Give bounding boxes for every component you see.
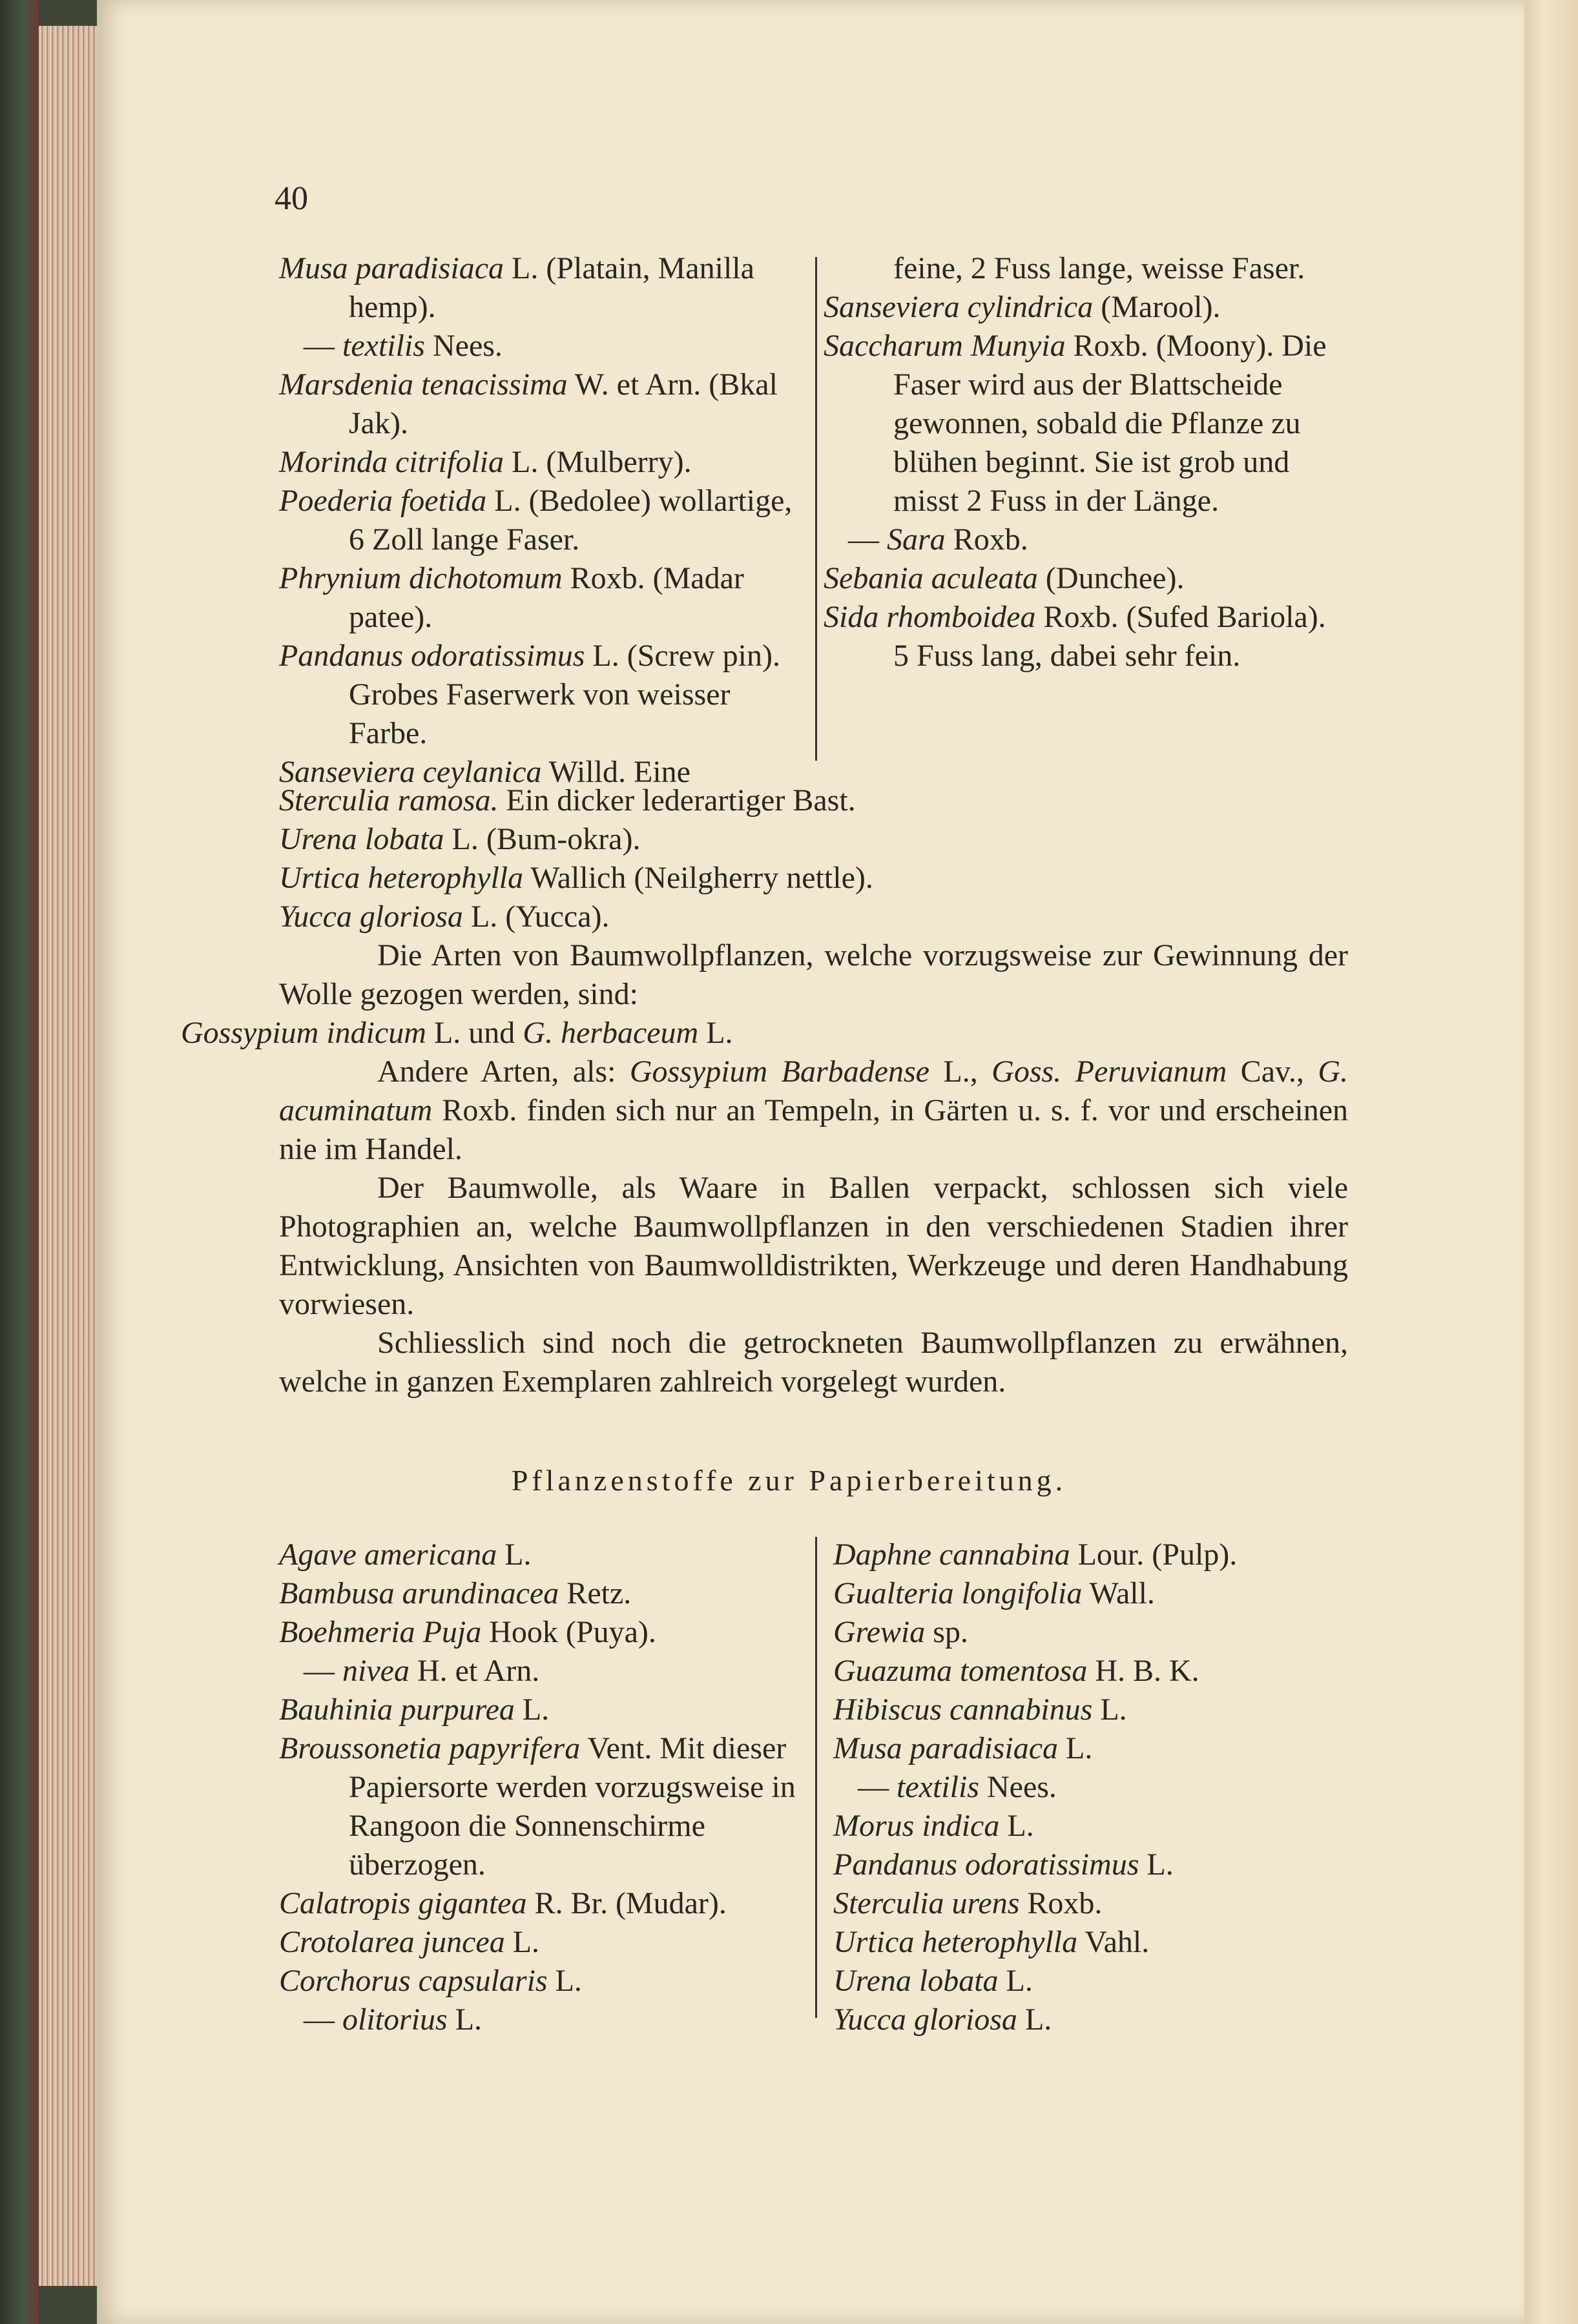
species-entry (824, 598, 1347, 675)
species-name: Urtica heterophylla (279, 861, 524, 895)
species-name: Guazuma tomentosa (833, 1654, 1088, 1688)
species-entry (833, 1691, 1344, 1729)
species-name: nivea (342, 1654, 410, 1688)
species-name: Broussonetia papyrifera (279, 1731, 581, 1765)
species-details: sp. (925, 1615, 968, 1649)
species-details: Nees. (424, 329, 503, 363)
species-details: L. (1139, 1847, 1174, 1882)
species-details: Ein dicker lederartiger Bast. (498, 783, 856, 818)
species-entry (279, 443, 801, 482)
species-entry (279, 327, 801, 365)
species-name: Poederia foetida (279, 484, 487, 518)
species-entry (824, 327, 1347, 520)
page-stack-edge (39, 26, 103, 2286)
species-details: feine, 2 Fuss lange, weisse Faser. (893, 251, 1305, 285)
species-entry (833, 1884, 1344, 1923)
species-details: L. (Bedolee) wollartige, 6 Zoll lange Faser. (349, 484, 793, 557)
species-name: Grewia (833, 1615, 926, 1649)
species-entry (279, 249, 801, 327)
species-name: Sebania aculeata (824, 561, 1038, 595)
species-name: Saccharum Munyia (824, 329, 1066, 363)
book-cover-edge (0, 0, 39, 2324)
species-name: Musa paradisiaca (833, 1731, 1058, 1765)
species-details: L. (Yucca). (462, 900, 610, 934)
species-details: L. (547, 1964, 582, 1998)
species-details: L. (497, 1537, 532, 1572)
species-details: W. et Arn. (Bkal Jak). (349, 367, 778, 440)
species-name: Morinda citrifolia (279, 445, 504, 479)
ditto-dash: — (858, 1770, 897, 1804)
species-name: Urena lobata (833, 1964, 999, 1998)
species-name: Calatropis gigantea (279, 1886, 527, 1920)
species-details: L. (Platain, Manilla hemp). (349, 251, 754, 324)
species-name: Sida rhomboidea (824, 600, 1036, 634)
species-details: Retz. (559, 1576, 632, 1610)
species-entry (279, 2000, 801, 2039)
column-divider-bottom (815, 1537, 817, 2018)
next-page-edge (1520, 0, 1578, 2324)
species-entry (833, 1574, 1344, 1613)
species-details: L. (514, 1692, 550, 1727)
species-name: textilis (342, 329, 425, 363)
species-name: Boehmeria Puja (279, 1615, 482, 1649)
species-list-top-left (279, 249, 801, 792)
species-entry (824, 288, 1347, 327)
species-entry (279, 1962, 801, 2000)
species-entry (833, 1807, 1344, 1846)
ditto-dash: — (304, 2002, 342, 2037)
species-name: Agave americana (279, 1537, 497, 1572)
species-entry (833, 1846, 1344, 1884)
ditto-dash: — (848, 522, 887, 557)
ditto-dash: — (304, 1654, 342, 1688)
species-entry (279, 637, 801, 753)
species-name: Pandanus odoratissimus (279, 639, 585, 673)
species-entry (279, 1923, 801, 1962)
species-name: Bambusa arundinacea (279, 1576, 559, 1610)
species-name: Sterculia ramosa. (279, 783, 499, 818)
species-details: L. (Screw pin). Grobes Faserwerk von weisser Farbe. (349, 639, 780, 750)
species-entry (279, 898, 1348, 936)
species-details: L. (Bum-okra). (444, 822, 641, 856)
species-name: Musa paradisiaca (279, 251, 504, 285)
species-details: Nees. (979, 1770, 1057, 1804)
paragraph-cotton-species: Die Arten von Baumwollpflanzen, welche vorzugsweise zur Gewinnung der Wolle gezogen werden, sind: Gossypium indicum L. und G. herbaceum L. (181, 938, 1348, 1050)
species-name: Yucca gloriosa (833, 2002, 1017, 2037)
species-details: Roxb. (945, 522, 1028, 557)
species-details: L. (447, 2002, 483, 2037)
species-details: (Marool). (1093, 290, 1221, 324)
species-name: Pandanus odoratissimus (833, 1847, 1139, 1882)
ditto-dash: — (304, 329, 342, 363)
species-list-bottom-left (279, 1536, 801, 2039)
species-details: L. (1058, 1731, 1093, 1765)
species-details: Roxb. (Sufed Bariola). 5 Fuss lang, dabei sehr fein. (893, 600, 1326, 673)
species-name: Yucca gloriosa (279, 900, 463, 934)
full-species-list (279, 781, 1348, 936)
species-entry (279, 482, 801, 559)
species-details: L. (999, 1809, 1034, 1843)
species-entry (279, 1652, 801, 1691)
column-divider-top (815, 257, 817, 761)
species-entry (833, 1768, 1344, 1807)
species-name: Morus indica (833, 1809, 1000, 1843)
species-name: Marsdenia tenacissima (279, 367, 568, 402)
species-details: Lour. (Pulp). (1070, 1537, 1238, 1572)
species-name: Crotolarea juncea (279, 1925, 505, 1959)
species-name: Urtica heterophylla (833, 1925, 1078, 1959)
species-name: Sanseviera ceylanica (279, 755, 542, 789)
section-heading: Pflanzenstoffe zur Papierbereitung. (511, 1464, 1067, 1497)
paragraph-other-species: Andere Arten, als: Gossypium Barbadense L., Goss. Peruvianum Cav., G. acuminatum Roxb. finden sich nur an Tempeln, in Gärten u. s. f. vor und erscheinen nie im Handel. (279, 1054, 1348, 1166)
species-details: Roxb. (1019, 1886, 1103, 1920)
species-entry (824, 520, 1347, 559)
species-entry (279, 559, 801, 637)
species-details: R. Br. (Mudar). (526, 1886, 727, 1920)
species-list-top-right (824, 249, 1347, 675)
species-name: Corchorus capsularis (279, 1964, 548, 1998)
species-entry (279, 1691, 801, 1729)
species-entry (833, 1962, 1344, 2000)
species-entry (279, 1536, 801, 1574)
species-details: Roxb. (Moony). Die Faser wird aus der Blattscheide gewonnen, sobald die Pflanze zu blühen beginnt. Sie ist grob und misst 2 Fuss in der Länge. (893, 329, 1327, 518)
species-details: L. (998, 1964, 1033, 1998)
species-entry (833, 1923, 1344, 1962)
species-details: L. (504, 1925, 540, 1959)
species-details: H. B. K. (1087, 1654, 1199, 1688)
species-list-bottom-right (833, 1536, 1344, 2039)
species-entry (833, 2000, 1344, 2039)
species-entry (279, 820, 1348, 859)
species-entry (824, 249, 1347, 288)
species-entry (279, 1574, 801, 1613)
species-details: L. (1092, 1692, 1127, 1727)
species-entry (833, 1652, 1344, 1691)
species-entry (279, 1729, 801, 1884)
species-details: Willd. Eine (541, 755, 690, 789)
species-details: Vent. Mit dieser Papiersorte werden vorzugsweise in Rangoon die Sonnenschirme überzogen. (349, 1731, 796, 1882)
species-entry (279, 1884, 801, 1923)
species-entry (833, 1536, 1344, 1574)
species-entry (279, 1613, 801, 1652)
species-details: (Dunchee). (1037, 561, 1185, 595)
species-name: Daphne cannabina (833, 1537, 1070, 1572)
species-entry (279, 859, 1348, 898)
species-details: H. et Arn. (409, 1654, 540, 1688)
species-name: olitorius (342, 2002, 448, 2037)
page-number: 40 (275, 180, 308, 217)
species-entry (833, 1613, 1344, 1652)
species-details: Wall. (1082, 1576, 1155, 1610)
species-name: Phrynium dichotomum (279, 561, 563, 595)
species-name: Sanseviera cylindrica (824, 290, 1094, 324)
species-details: Vahl. (1077, 1925, 1150, 1959)
species-name: Sterculia urens (833, 1886, 1020, 1920)
paragraph-photographs: Der Baumwolle, als Waare in Ballen verpackt, schlossen sich viele Photographien an, welche Baumwollpflanzen in den verschiedenen Stadien ihrer Entwicklung, Ansichten von Baumwolldistrikten, Werkzeuge und deren Handhabung vorwiesen. (279, 1171, 1348, 1321)
main-text (181, 781, 1348, 1401)
species-entry (279, 365, 801, 443)
species-details: Roxb. (Madar patee). (349, 561, 744, 634)
species-details: L. (Mulberry). (504, 445, 692, 479)
species-name: Urena lobata (279, 822, 444, 856)
species-details: L. (1017, 2002, 1052, 2037)
species-details: Hook (Puya). (481, 1615, 656, 1649)
species-name: Bauhinia purpurea (279, 1692, 515, 1727)
species-entry (833, 1729, 1344, 1768)
species-name: Sara (887, 522, 946, 557)
species-name: Hibiscus cannabinus (833, 1692, 1093, 1727)
species-entry (824, 559, 1347, 598)
species-details: Wallich (Neilgherry nettle). (523, 861, 873, 895)
species-name: textilis (897, 1770, 979, 1804)
paragraph-dried-plants: Schliesslich sind noch die getrockneten Baumwollpflanzen zu erwähnen, welche in ganzen Exemplaren zahlreich vorgelegt wurden. (279, 1326, 1348, 1399)
species-entry (279, 781, 1348, 820)
species-name: Gualteria longifolia (833, 1576, 1083, 1610)
